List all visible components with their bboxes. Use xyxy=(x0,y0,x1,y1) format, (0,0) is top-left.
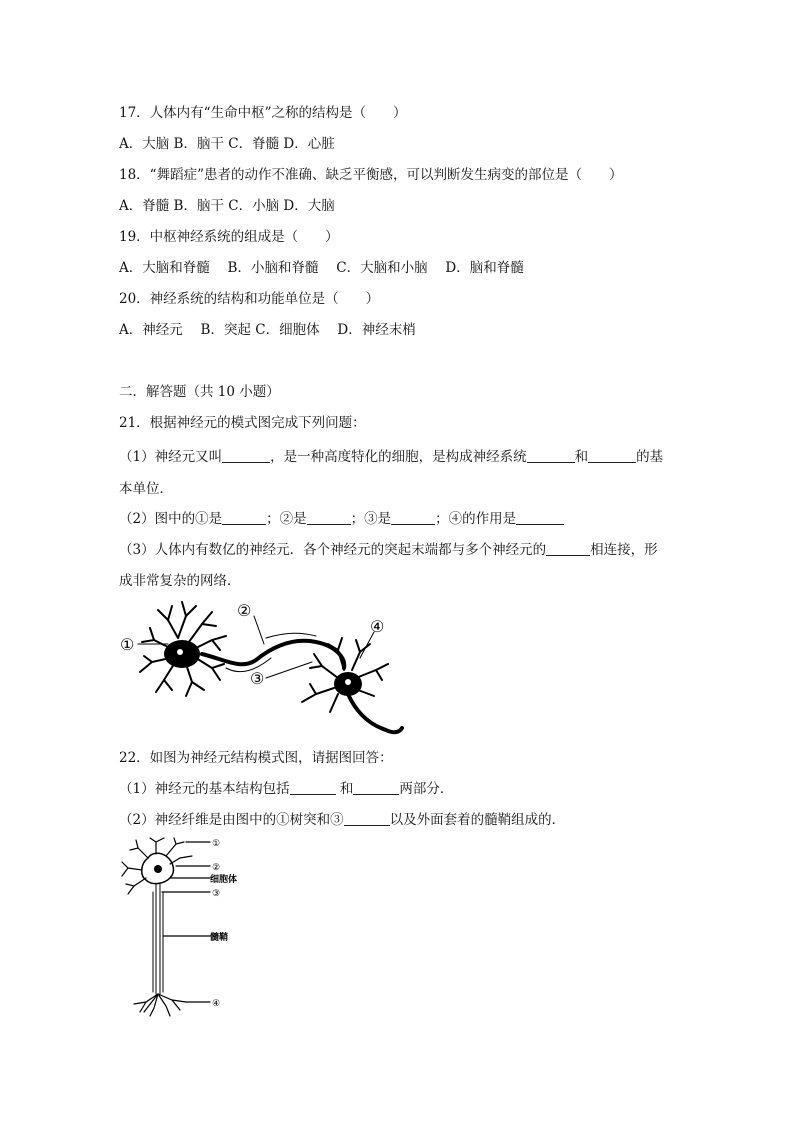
answer-blank[interactable] xyxy=(307,510,351,525)
q21-p1d: 的基 xyxy=(636,449,664,465)
answer-blank[interactable] xyxy=(516,510,564,525)
q18-stem: 18．“舞蹈症”患者的动作不准确、缺乏平衡感，可以判断发生病变的部位是（ ） xyxy=(119,167,623,183)
q21-p2d: ；④的作用是 xyxy=(435,511,517,527)
answer-blank[interactable] xyxy=(344,811,390,826)
q21-part1 xyxy=(119,448,663,466)
answer-blank[interactable] xyxy=(222,510,266,525)
q21-p1b: ，是一种高度特化的细胞，是构成神经系统 xyxy=(270,449,527,465)
label-3: ③ xyxy=(212,889,221,899)
q21-p2a: （2）图中的①是 xyxy=(119,511,223,527)
answer-blank[interactable] xyxy=(353,780,399,795)
q20-options: A．神经元 B．突起 C．细胞体 D．神经末梢 xyxy=(119,322,416,338)
q21-stem: 21．根据神经元的模式图完成下列问题： xyxy=(119,415,366,431)
label-3: ③ xyxy=(250,669,265,688)
answer-blank[interactable] xyxy=(546,541,590,556)
section-title: 二．解答题（共 10 小题） xyxy=(119,384,280,400)
q21-part3 xyxy=(119,541,658,559)
q21-p3b: 相连接，形 xyxy=(590,542,658,558)
answer-blank[interactable] xyxy=(222,448,270,463)
neuron-diagram-1 xyxy=(116,598,406,744)
q22-p1c: 两部分． xyxy=(399,781,454,797)
q21-p2b: ；②是 xyxy=(266,511,307,527)
q17-stem: 17．人体内有“生命中枢”之称的结构是（ ） xyxy=(119,105,407,121)
q22-part1 xyxy=(119,780,453,798)
q21-part2 xyxy=(119,510,564,528)
q22-p2a: （2）神经纤维是由图中的①树突和③ xyxy=(119,812,344,828)
answer-blank[interactable] xyxy=(391,510,435,525)
label-1: ① xyxy=(120,635,135,654)
answer-blank[interactable] xyxy=(290,780,336,795)
q21-p1a: （1）神经元又叫 xyxy=(119,449,223,465)
answer-blank[interactable] xyxy=(527,448,575,463)
label-2: ② xyxy=(237,601,252,620)
q18-options: A．脊髓 B．脑干 C．小脑 D．大脑 xyxy=(119,198,335,214)
q22-p1a: （1）神经元的基本结构包括 xyxy=(119,781,290,797)
q21-p1c: 和 xyxy=(574,449,589,465)
label-1: ① xyxy=(212,839,221,849)
label-4: ④ xyxy=(212,999,221,1009)
q19-stem: 19．中枢神经系统的组成是（ ） xyxy=(119,229,339,245)
q22-p2b: 以及外面套着的髓鞘组成的． xyxy=(389,812,566,828)
label-4: ④ xyxy=(370,617,385,636)
label-cell-body: 细胞体 xyxy=(210,875,238,885)
q21-p2c: ；③是 xyxy=(350,511,392,527)
q22-p1b: 和 xyxy=(339,781,354,797)
answer-blank[interactable] xyxy=(588,448,636,463)
q19-options: A．大脑和脊髓 B．小脑和脊髓 C．大脑和小脑 D．脑和脊髓 xyxy=(119,260,524,276)
q17-options: A．大脑 B．脑干 C．脊髓 D．心脏 xyxy=(119,136,335,152)
label-myelin: 髓鞘 xyxy=(210,933,229,943)
q22-stem: 22．如图为神经元结构模式图，请据图回答： xyxy=(119,750,393,766)
q21-part3-cont: 成非常复杂的网络． xyxy=(119,573,241,589)
q20-stem: 20．神经系统的结构和功能单位是（ ） xyxy=(119,291,380,307)
q22-part2 xyxy=(119,811,565,829)
label-2: ② xyxy=(212,863,221,873)
q21-part1-cont: 本单位． xyxy=(119,481,173,497)
neuron-diagram-2 xyxy=(116,836,256,1020)
q21-p3a: （3）人体内有数亿的神经元．各个神经元的突起末端都与多个神经元的 xyxy=(119,542,547,558)
